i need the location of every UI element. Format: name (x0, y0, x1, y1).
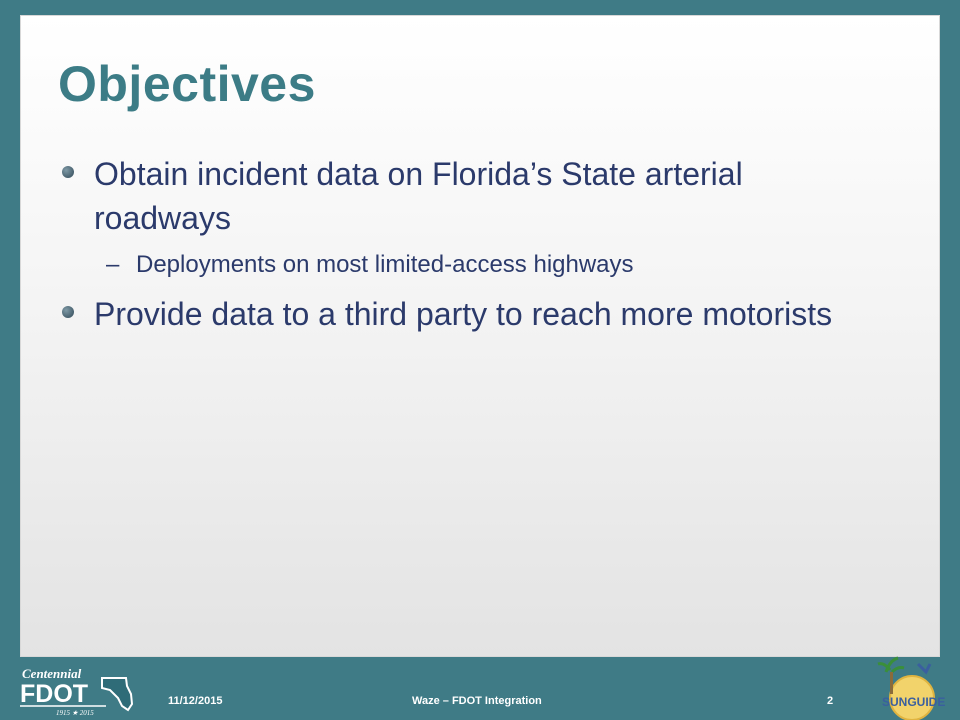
bullet-item (60, 152, 880, 240)
footer-title: Waze – FDOT Integration (412, 695, 542, 707)
bullet-item (60, 292, 880, 336)
slide-title: Objectives (58, 56, 316, 112)
fdot-centennial-logo (14, 660, 134, 718)
bullet-list (60, 152, 880, 336)
svg-text:SUNGUIDE: SUNGUIDE (882, 695, 946, 709)
bullet-dot-icon (62, 166, 74, 178)
sub-bullet-text: Deployments on most limited-access highways (136, 251, 634, 278)
svg-text:1915 ★ 2015: 1915 ★ 2015 (56, 709, 94, 717)
bullet-text: Provide data to a third party to reach more motorists (94, 296, 833, 332)
footer-date: 11/12/2015 (168, 695, 223, 707)
dash-icon: – (106, 251, 120, 278)
svg-text:Centennial: Centennial (22, 666, 82, 681)
bullet-dot-icon (62, 306, 74, 318)
sub-bullet-item (60, 248, 880, 282)
svg-text:FDOT: FDOT (20, 680, 89, 708)
page-number: 2 (827, 695, 834, 707)
sunguide-logo (868, 652, 958, 720)
bullet-text: Obtain incident data on Florida’s State arterial roadways (94, 156, 743, 236)
